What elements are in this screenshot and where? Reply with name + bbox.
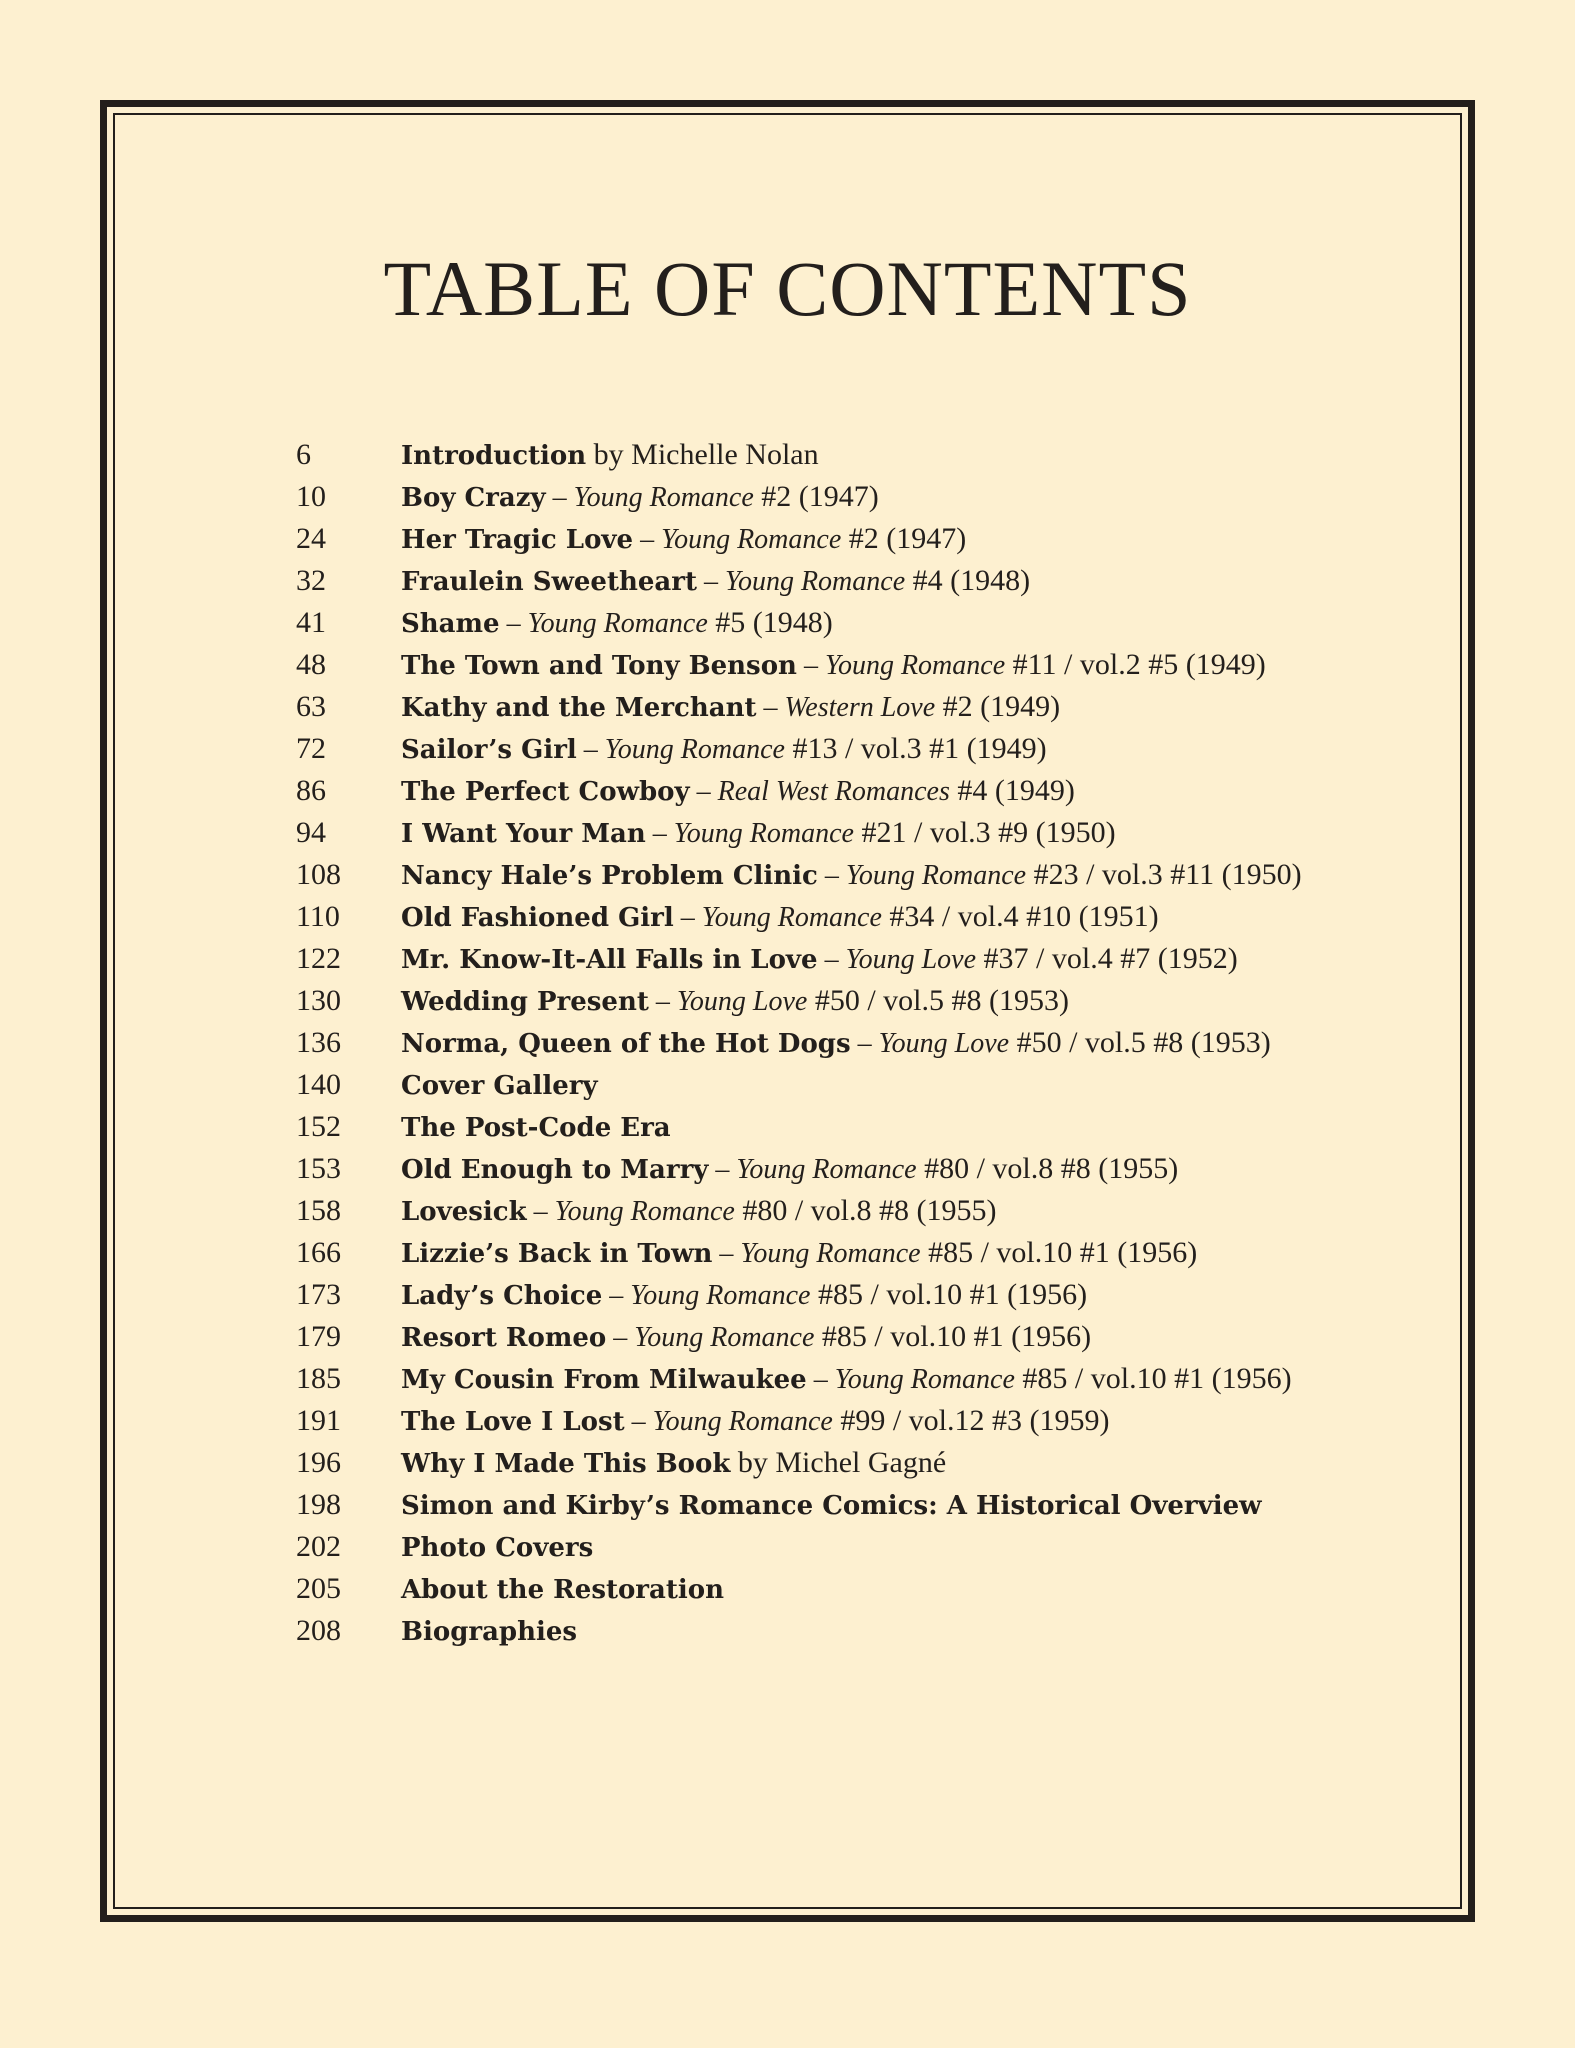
toc-entry-title: The Town and Tony Benson [401, 651, 797, 681]
toc-entry[interactable] [296, 686, 1416, 728]
toc-separator: – [696, 566, 725, 597]
toc-entry[interactable] [296, 770, 1416, 812]
toc-page-number: 6 [296, 438, 311, 471]
toc-entry[interactable] [296, 1022, 1416, 1064]
toc-separator: – [712, 1238, 741, 1269]
toc-issue-info: #2 (1947) [841, 522, 967, 555]
toc-entry-title: Lizzie’s Back in Town [401, 1239, 713, 1269]
toc-issue-info: #34 / vol.4 #10 (1951) [881, 900, 1159, 933]
toc-page-number: 153 [296, 1152, 341, 1185]
toc-publication: Young Romance [630, 1280, 811, 1311]
toc-page-number: 202 [296, 1530, 341, 1563]
toc-publication: Young Romance [634, 1322, 815, 1353]
toc-issue-info: #11 / vol.2 #5 (1949) [1005, 648, 1266, 681]
toc-page-number: 94 [296, 816, 326, 849]
toc-entry[interactable] [296, 1610, 1416, 1652]
toc-entry[interactable] [296, 434, 1416, 476]
toc-page-number: 32 [296, 564, 326, 597]
toc-page-number: 198 [296, 1488, 341, 1521]
toc-separator: – [689, 776, 718, 807]
toc-page-number: 179 [296, 1320, 341, 1353]
toc-separator: – [648, 986, 677, 1017]
toc-publication: Young Romance [824, 650, 1006, 681]
toc-page-number: 136 [296, 1026, 341, 1059]
toc-entry-title: The Love I Lost [401, 1407, 625, 1437]
toc-page-number: 205 [296, 1572, 341, 1605]
toc-publication: Young Romance [661, 524, 842, 555]
toc-entry[interactable] [296, 1526, 1416, 1568]
toc-issue-info: #50 / vol.5 #8 (1953) [1009, 1026, 1271, 1059]
toc-separator: – [817, 944, 846, 975]
toc-entry-title: Norma, Queen of the Hot Dogs [401, 1029, 851, 1059]
toc-publication: Young Love [878, 1028, 1010, 1059]
toc-separator: – [602, 1280, 631, 1311]
toc-issue-info: by Michel Gagné [730, 1446, 947, 1479]
toc-issue-info: #4 (1948) [905, 564, 1031, 597]
toc-issue-info: #37 / vol.4 #7 (1952) [976, 942, 1238, 975]
toc-page-number: 173 [296, 1278, 341, 1311]
toc-entry-title: The Perfect Cowboy [401, 777, 690, 807]
toc-entry[interactable] [296, 1106, 1416, 1148]
toc-entry-title: Kathy and the Merchant [401, 693, 757, 723]
toc-entry-title: Her Tragic Love [401, 525, 634, 555]
toc-issue-info: by Michelle Nolan [586, 438, 819, 471]
toc-entry-title: Sailor’s Girl [401, 735, 577, 765]
toc-issue-info: #2 (1947) [753, 480, 879, 513]
toc-entry[interactable] [296, 1358, 1416, 1400]
toc-publication: Young Romance [673, 818, 854, 849]
toc-entry-title: Photo Covers [401, 1533, 594, 1563]
toc-entry[interactable] [296, 1442, 1416, 1484]
toc-separator: – [645, 818, 674, 849]
toc-issue-info: #13 / vol.3 #1 (1949) [784, 732, 1047, 765]
toc-entry-title: The Post-Code Era [401, 1113, 671, 1143]
toc-entry-title: I Want Your Man [401, 819, 646, 849]
toc-entry[interactable] [296, 602, 1416, 644]
toc-page-number: 10 [296, 480, 326, 513]
toc-publication: Young Love [676, 986, 808, 1017]
toc-publication: Young Romance [573, 482, 754, 513]
toc-entry-title: Mr. Know-It-All Falls in Love [401, 945, 818, 975]
toc-publication: Young Love [845, 944, 977, 975]
toc-separator: – [633, 524, 662, 555]
toc-entry[interactable] [296, 1274, 1416, 1316]
toc-issue-info: #80 / vol.8 #8 (1955) [916, 1152, 1179, 1185]
toc-page-number: 24 [296, 522, 326, 555]
toc-entry[interactable] [296, 560, 1416, 602]
toc-separator: – [545, 482, 574, 513]
toc-entry-title: Shame [401, 609, 500, 639]
toc-entry[interactable] [296, 1568, 1416, 1610]
toc-entry[interactable] [296, 854, 1416, 896]
toc-issue-info: #4 (1949) [949, 774, 1075, 807]
toc-separator: – [624, 1406, 653, 1437]
toc-page-number: 122 [296, 942, 341, 975]
toc-issue-info: #85 / vol.10 #1 (1956) [814, 1320, 1092, 1353]
toc-issue-info: #21 / vol.3 #9 (1950) [853, 816, 1116, 849]
toc-entry-title: Simon and Kirby’s Romance Comics: A Historical Overview [401, 1491, 1262, 1521]
toc-entry-title: Cover Gallery [401, 1071, 598, 1101]
toc-page-number: 185 [296, 1362, 341, 1395]
toc-entry-title: About the Restoration [401, 1575, 724, 1605]
toc-entry[interactable] [296, 1484, 1416, 1526]
toc-page-number: 108 [296, 858, 341, 891]
toc-issue-info: #85 / vol.10 #1 (1956) [810, 1278, 1088, 1311]
toc-publication: Young Romance [845, 860, 1027, 891]
toc-entry[interactable] [296, 476, 1416, 518]
toc-entry-title: Nancy Hale’s Problem Clinic [401, 861, 818, 891]
toc-publication: Young Romance [652, 1406, 833, 1437]
toc-entry[interactable] [296, 812, 1416, 854]
toc-entry[interactable] [296, 728, 1416, 770]
toc-separator: – [606, 1322, 635, 1353]
page-title: TABLE OF CONTENTS [383, 245, 1192, 332]
toc-page-number: 63 [296, 690, 326, 723]
toc-entry-title: Boy Crazy [401, 483, 546, 513]
toc-separator: – [673, 902, 702, 933]
toc-entry[interactable] [296, 1316, 1416, 1358]
toc-issue-info: #80 / vol.8 #8 (1955) [734, 1194, 997, 1227]
toc-page-number: 130 [296, 984, 341, 1017]
toc-page-number: 208 [296, 1614, 341, 1647]
toc-publication: Real West Romances [717, 776, 950, 807]
toc-entry-title: Lady’s Choice [401, 1281, 603, 1311]
toc-entry[interactable] [296, 938, 1416, 980]
toc-publication: Young Romance [604, 734, 785, 765]
toc-entry-title: Resort Romeo [401, 1323, 607, 1353]
toc-publication: Young Romance [740, 1238, 921, 1269]
toc-separator: – [850, 1028, 879, 1059]
toc-entry-title: Fraulein Sweetheart [401, 567, 697, 597]
toc-entry-title: Old Enough to Marry [401, 1155, 709, 1185]
toc-separator: – [708, 1154, 737, 1185]
toc-entry-title: Biographies [401, 1617, 578, 1647]
toc-entry[interactable] [296, 1232, 1416, 1274]
toc-page-number: 72 [296, 732, 326, 765]
toc-entry[interactable] [296, 644, 1416, 686]
toc-page-number: 196 [296, 1446, 341, 1479]
toc-publication: Young Romance [554, 1196, 735, 1227]
toc-separator: – [499, 608, 528, 639]
toc-page-number: 41 [296, 606, 326, 639]
toc-publication: Young Romance [701, 902, 882, 933]
toc-list [296, 434, 1416, 1652]
toc-separator: – [796, 650, 825, 681]
toc-entry-title: Lovesick [401, 1197, 527, 1227]
toc-entry[interactable] [296, 1064, 1416, 1106]
toc-entry[interactable] [296, 518, 1416, 560]
toc-separator: – [756, 692, 785, 723]
toc-separator: – [817, 860, 846, 891]
toc-issue-info: #2 (1949) [935, 690, 1061, 723]
toc-entry-title: My Cousin From Milwaukee [401, 1365, 807, 1395]
toc-entry-title: Wedding Present [401, 987, 649, 1017]
toc-entry-title: Why I Made This Book [401, 1449, 731, 1479]
toc-issue-info: #85 / vol.10 #1 (1956) [1014, 1362, 1292, 1395]
toc-page-number: 191 [296, 1404, 341, 1437]
toc-issue-info: #23 / vol.3 #11 (1950) [1026, 858, 1302, 891]
toc-separator: – [806, 1364, 835, 1395]
toc-issue-info: #85 / vol.10 #1 (1956) [920, 1236, 1198, 1269]
toc-entry-title: Old Fashioned Girl [401, 903, 674, 933]
toc-publication: Young Romance [736, 1154, 917, 1185]
toc-separator: – [576, 734, 605, 765]
toc-issue-info: #50 / vol.5 #8 (1953) [807, 984, 1069, 1017]
toc-issue-info: #5 (1948) [707, 606, 833, 639]
toc-publication: Young Romance [527, 608, 708, 639]
toc-page-number: 158 [296, 1194, 341, 1227]
toc-page-number: 166 [296, 1236, 341, 1269]
toc-separator: – [526, 1196, 555, 1227]
toc-entry[interactable] [296, 896, 1416, 938]
toc-page-number: 110 [296, 900, 340, 933]
toc-page-number: 140 [296, 1068, 341, 1101]
toc-entry[interactable] [296, 1190, 1416, 1232]
toc-entry-title: Introduction [401, 441, 587, 471]
toc-page-number: 152 [296, 1110, 341, 1143]
toc-publication: Young Romance [724, 566, 906, 597]
toc-page-number: 86 [296, 774, 326, 807]
toc-entry[interactable] [296, 1148, 1416, 1190]
toc-publication: Western Love [784, 692, 936, 723]
toc-entry[interactable] [296, 980, 1416, 1022]
toc-issue-info: #99 / vol.12 #3 (1959) [832, 1404, 1110, 1437]
toc-publication: Young Romance [834, 1364, 1015, 1395]
toc-page-number: 48 [296, 648, 326, 681]
toc-entry[interactable] [296, 1400, 1416, 1442]
